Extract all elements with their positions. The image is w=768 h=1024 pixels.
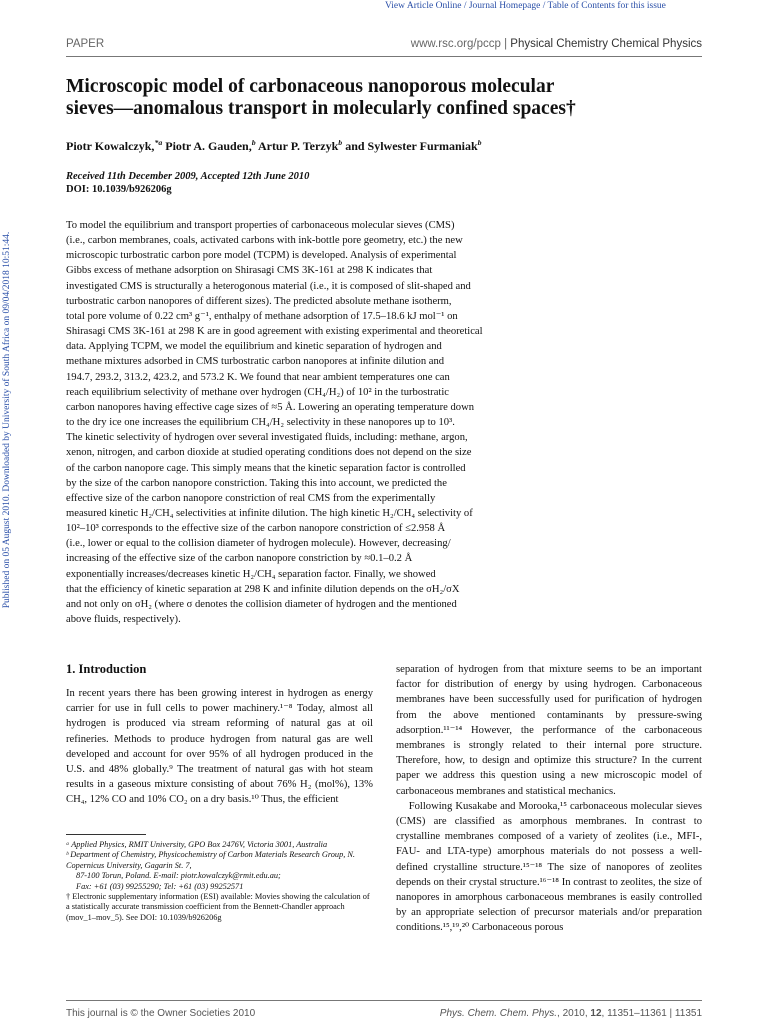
title-line-2: sieves—anomalous transport in molecularly confined spaces† xyxy=(66,98,576,119)
author: Artur P. Terzyk xyxy=(255,139,339,153)
article-title xyxy=(66,76,706,120)
footnote-rule xyxy=(66,834,146,835)
abstract-line: effective size of the carbon nanopore constriction of real CMS from the experimentally xyxy=(66,492,436,504)
journal-url[interactable]: www.rsc.org/pccp xyxy=(410,38,501,50)
affiliation-a: ᵃ Applied Physics, RMIT University, GPO Box 2476V, Victoria 3001, Australia xyxy=(66,840,328,849)
abstract-line: to the dry ice one increases the equilibrium CH₄/H₂ selectivity in these nanopores up to 10³. xyxy=(66,417,455,429)
header-separator: | xyxy=(504,38,508,50)
abstract-line: methane mixtures adsorbed in CMS turbostratic carbon nanopores at infinite dilution and xyxy=(66,356,445,368)
author: and Sylwester Furmaniak xyxy=(342,139,478,153)
abstract-line: of the carbon nanopore cage. This simply means that the kinetic separation factor is controlled xyxy=(66,462,466,474)
paragraph: separation of hydrogen from that mixture seems to be an important factor for distribution of energy by using hydrogen. Carbonaceous membranes have been successfully used for purification of hydrogen from the above mentioned contaminants by pressure-swing adsorption.¹¹⁻¹⁴ However, the performance of the carbonaceous membranes is strongly related to their internal pore structure. Therefore, how, to design and optimize this structure? In the current paper we address this question using a new microscopic model of carbonaceous membranes and statistical mechanics. xyxy=(396,664,702,797)
abstract-line: 10²–10³ corresponds to the effective size of the carbon nanopore constriction of ≤2.958 Å xyxy=(66,523,446,535)
journal-links[interactable]: View Article Online / Journal Homepage / Table of Contents for this issue xyxy=(385,1,666,11)
paragraph: Following Kusakabe and Morooka,¹⁵ carbonaceous molecular sieves (CMS) are classified as amorphous membranes. In contrast to crystalline membranes composed of a variety of zeolites (i.e., MFI-, FAU- and LTA-type) amorphous materials do not possess a well-defined crystalline structure.¹⁵⁻¹⁸ The size of nanopores of zeolites depends on their crystal structure.¹⁶⁻¹⁸ In contrast to zeolites, the size of nanopores in amorphous carbonaceous membranes is easily controlled by an appropriate selection of precursor materials and/or preparation conditions.¹⁵,¹⁹,²⁰ Carbonaceous porous xyxy=(396,800,702,934)
author-mark: b xyxy=(477,138,482,147)
author-mark: *a xyxy=(154,138,163,147)
abstract xyxy=(66,218,552,627)
abstract-line: and not only on σH₂ (where σ denotes the collision diameter of hydrogen and the mentioned xyxy=(66,598,457,610)
footer-rule xyxy=(66,1000,702,1001)
received-dates: Received 11th December 2009, Accepted 12th June 2010 xyxy=(66,171,310,182)
abstract-line: by the size of the carbon nanopore constriction. Taking this into account, we predicted the xyxy=(66,477,447,489)
body-column-right xyxy=(396,662,702,936)
doi[interactable]: DOI: 10.1039/b926206g xyxy=(66,184,172,195)
abstract-line: exponentially increases/decreases kinetic H₂/CH₄ separation factor. Finally, we showed xyxy=(66,568,436,580)
abstract-line: (i.e., carbon membranes, coals, activated carbons with ink-bottle pore geometry, etc.) the new xyxy=(66,235,463,247)
esi-note: † Electronic supplementary information (ESI) available: Movies showing the calculation of a statistically accurate transmission coefficient from the Bennett-Chandler approach (mov_1–mov_5). See DOI: 10.1039/b926206g xyxy=(66,892,370,922)
abstract-line: 194.7, 293.2, 313.2, 423.2, and 573.2 K. We found that near ambient temperatures one can xyxy=(66,371,450,383)
body-column-left xyxy=(66,686,373,808)
abstract-line: above fluids, respectively). xyxy=(66,614,181,626)
author-mark: b xyxy=(338,138,343,147)
abstract-line: increasing of the effective size of the carbon nanopore constriction by ≈0.1–0.2 Å xyxy=(66,553,413,565)
abstract-line: reach equilibrium selectivity of methane over hydrogen (CH₄/H₂) of 10² in the turbostratic xyxy=(66,386,449,398)
abstract-line: The kinetic selectivity of hydrogen over several investigated fluids, including: methane, argon, xyxy=(66,432,468,444)
author: Piotr A. Gauden, xyxy=(162,139,252,153)
abstract-line: data. Applying TCPM, we model the equilibrium and kinetic separation of hydrogen and xyxy=(66,341,442,353)
affiliation-b: ᵇ Department of Chemistry, Physicochemistry of Carbon Materials Research Group, N. Copernicus University, Gagarin St. 7, xyxy=(66,850,355,870)
footer-year: , 2010, xyxy=(557,1008,591,1019)
section-label: PAPER xyxy=(66,38,105,50)
footnotes xyxy=(66,840,373,923)
affiliation-b-contact: Fax: +61 (03) 99255290; Tel: +61 (03) 99252571 xyxy=(76,881,244,891)
footer-pages: , 11351–11361 | 11351 xyxy=(601,1008,702,1019)
abstract-line: To model the equilibrium and transport properties of carbonaceous molecular sieves (CMS) xyxy=(66,220,455,231)
header-rule xyxy=(66,56,702,57)
title-line-1: Microscopic model of carbonaceous nanoporous molecular xyxy=(66,76,555,97)
author: Piotr Kowalczyk, xyxy=(66,139,155,153)
abstract-line: carbon nanopores having effective cage sizes of ≈5 Å. Lowering an operating temperature down xyxy=(66,401,475,413)
abstract-line: measured kinetic H₂/CH₄ selectivities at infinite dilution. The high kinetic H₂/CH₄ selectivity of xyxy=(66,507,473,519)
footer-volume: 12 xyxy=(590,1008,602,1019)
abstract-line: total pore volume of 0.22 cm³ g⁻¹, enthalpy of methane adsorption of 17.5–18.6 kJ mol⁻¹ on xyxy=(66,310,458,322)
paragraph: In recent years there has been growing interest in hydrogen as energy carrier for use in full cells to power machinery.¹⁻⁸ Today, almost all hydrogen is produced via stream reforming of natural gas at oil refineries. Methods to produce hydrogen from natural gas are well developed and account for over 95% of all hydrogen produced in the U.S. and 48% globally.⁹ The treatment of natural gas with hot steam results in a gaseous mixture consisting of about 76% H₂ (mol%), 13% CH₄, 12% CO and 10% CO₂ on a dry basis.¹⁰ Thus, the efficient xyxy=(66,688,373,806)
abstract-line: (i.e., lower or equal to the collision diameter of hydrogen molecule). However, decreasing/ xyxy=(66,538,451,550)
abstract-line: Gibbs excess of methane adsorption on Shirasagi CMS 3K-161 at 298 K indicates that xyxy=(66,265,433,277)
abstract-line: that the efficiency of kinetic separation at 298 K and infinite dilution depends on the σH₂/σX xyxy=(66,583,460,595)
abstract-line: xenon, nitrogen, and carbon dioxide at studied operating conditions does not depend on the size xyxy=(66,447,472,459)
journal-name: Physical Chemistry Chemical Physics xyxy=(510,38,702,50)
journal-header xyxy=(411,38,702,50)
footer-copyright: This journal is © the Owner Societies 2010 xyxy=(66,1008,256,1019)
abstract-line: turbostratic carbon nanopores of different sizes). The predicted absolute methane isotherm, xyxy=(66,295,452,307)
author-list xyxy=(66,139,482,154)
abstract-line: Shirasagi CMS 3K-161 at 298 K are in good agreement with existing experimental and theoretical xyxy=(66,326,483,338)
publication-side-note xyxy=(0,200,14,640)
footer-citation xyxy=(440,1008,702,1019)
side-note-text: Published on 05 August 2010. Downloaded by University of South Africa on 09/04/2018 10:51:44. xyxy=(2,231,12,609)
author-mark: b xyxy=(251,138,256,147)
abstract-line: microscopic turbostratic carbon pore model (TCPM) is developed. Analysis of experimental xyxy=(66,250,457,262)
abstract-line: investigated CMS is structurally a heterogonous material (i.e., it is composed of slit-shaped and xyxy=(66,280,471,292)
affiliation-b-address: 87-100 Torun, Poland. E-mail: piotr.kowalczyk@rmit.edu.au; xyxy=(76,871,281,881)
section-heading-introduction: 1. Introduction xyxy=(66,662,147,676)
footer-journal: Phys. Chem. Chem. Phys. xyxy=(439,1008,558,1019)
